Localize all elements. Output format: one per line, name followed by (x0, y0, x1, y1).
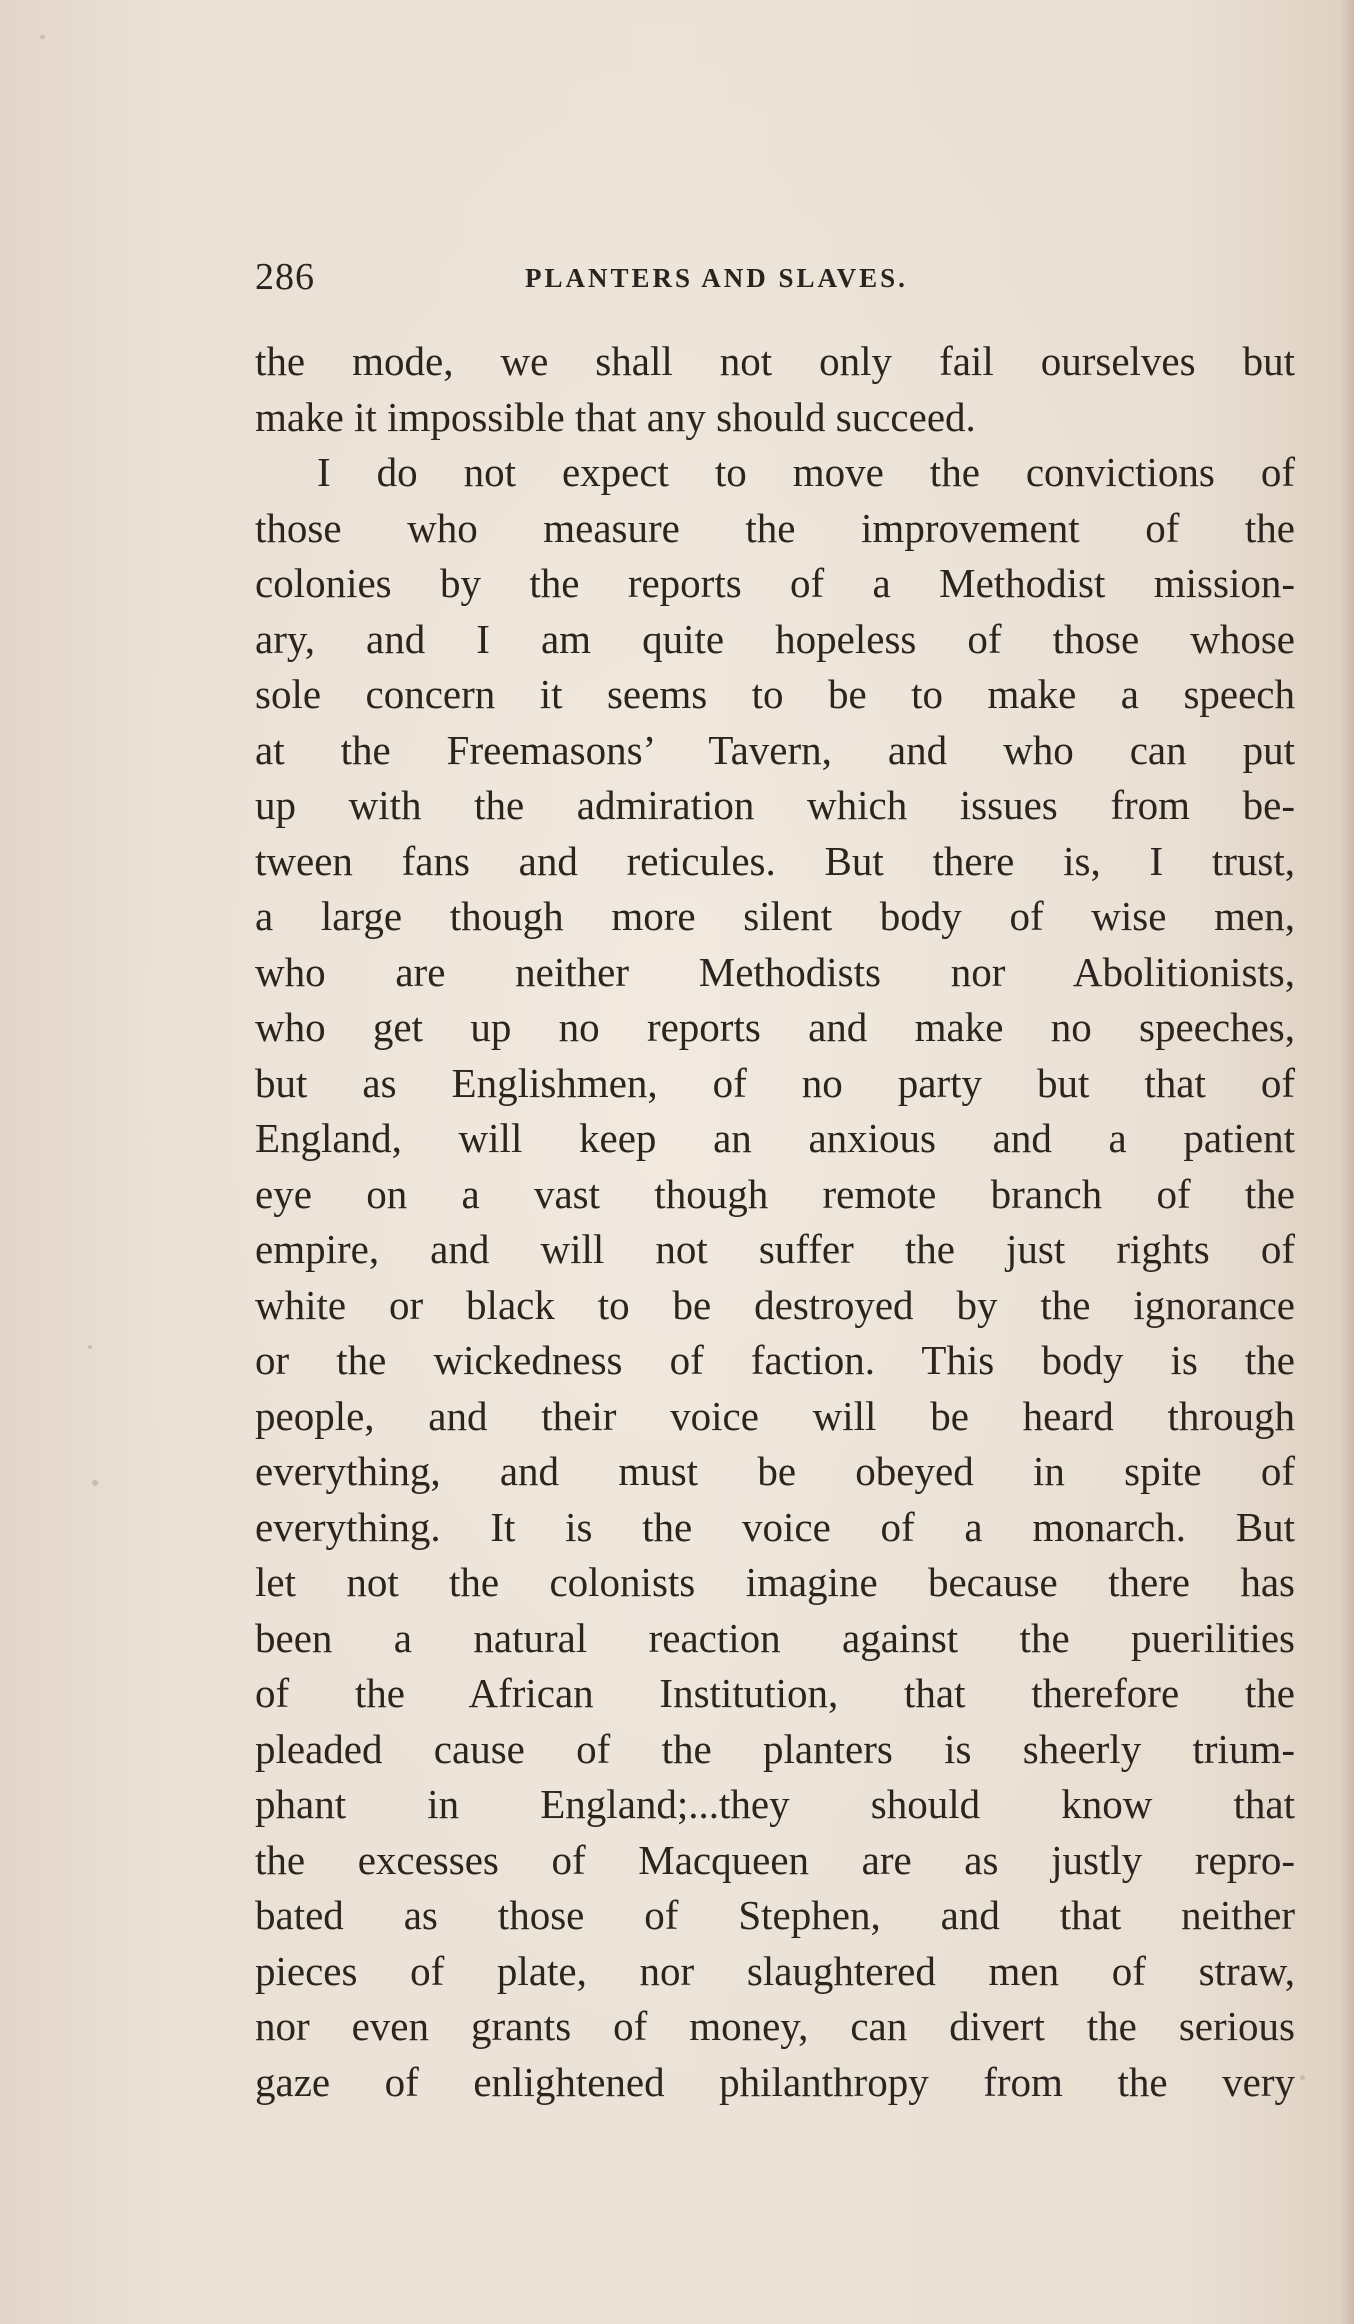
paper-speck (40, 35, 45, 39)
text-line: let not the colonists imagine because there has (255, 1559, 1295, 1605)
text-line: tween fans and reticules. But there is, I trust, (255, 837, 1295, 884)
running-title: PLANTERS AND SLAVES. (525, 263, 908, 293)
text-line: England, will keep an anxious and a patient (255, 1115, 1295, 1161)
text-line: a large though more silent body of wise men, (255, 893, 1295, 939)
text-line: everything, and must be obeyed in spite of (255, 1448, 1295, 1494)
text-line: the mode, we shall not only fail ourselves but (255, 338, 1295, 384)
paper-speck (88, 1345, 92, 1349)
text-line: people, and their voice will be heard through (255, 1392, 1295, 1439)
text-line: colonies by the reports of a Methodist mission- (255, 560, 1295, 606)
text-line: at the Freemasons’ Tavern, and who can put (255, 726, 1295, 773)
text-line: nor even grants of money, can divert the serious (255, 2003, 1295, 2049)
text-line: who get up no reports and make no speeches, (255, 1004, 1295, 1050)
page-edge-shadow (1340, 0, 1354, 2324)
text-line: ary, and I am quite hopeless of those whose (255, 615, 1295, 662)
text-line: those who measure the improvement of the (255, 504, 1295, 551)
text-line: empire, and will not suffer the just rights of (255, 1226, 1295, 1272)
running-head (255, 255, 1295, 315)
text-line: make it impossible that any should succeed. (255, 393, 976, 440)
paper-speck (1300, 2075, 1305, 2080)
text-line: white or black to be destroyed by the ignorance (255, 1281, 1295, 1328)
text-line: bated as those of Stephen, and that neither (255, 1892, 1295, 1938)
text-line: or the wickedness of faction. This body is the (255, 1337, 1295, 1383)
text-line: eye on a vast though remote branch of the (255, 1170, 1295, 1217)
body-text (255, 334, 1295, 2110)
text-line: everything. It is the voice of a monarch. But (255, 1503, 1295, 1550)
text-line: but as Englishmen, of no party but that of (255, 1059, 1295, 1106)
page-number: 286 (255, 256, 315, 298)
text-line: who are neither Methodists nor Abolitionists, (255, 948, 1295, 995)
text-line: the excesses of Macqueen are as justly repro- (255, 1836, 1295, 1883)
text-line: of the African Institution, that therefore the (255, 1670, 1295, 1716)
text-line: sole concern it seems to be to make a speech (255, 671, 1295, 717)
text-line: pieces of plate, nor slaughtered men of straw, (255, 1947, 1295, 1994)
text-line: been a natural reaction against the puerilities (255, 1614, 1295, 1661)
text-line: phant in England;...they should know that (255, 1781, 1295, 1827)
text-line: I do not expect to move the convictions of (317, 449, 1295, 495)
text-line: pleaded cause of the planters is sheerly trium- (255, 1725, 1295, 1772)
text-line: gaze of enlightened philanthropy from the very (255, 2058, 1295, 2105)
paper-speck (92, 1480, 98, 1486)
text-line: up with the admiration which issues from be- (255, 782, 1295, 828)
